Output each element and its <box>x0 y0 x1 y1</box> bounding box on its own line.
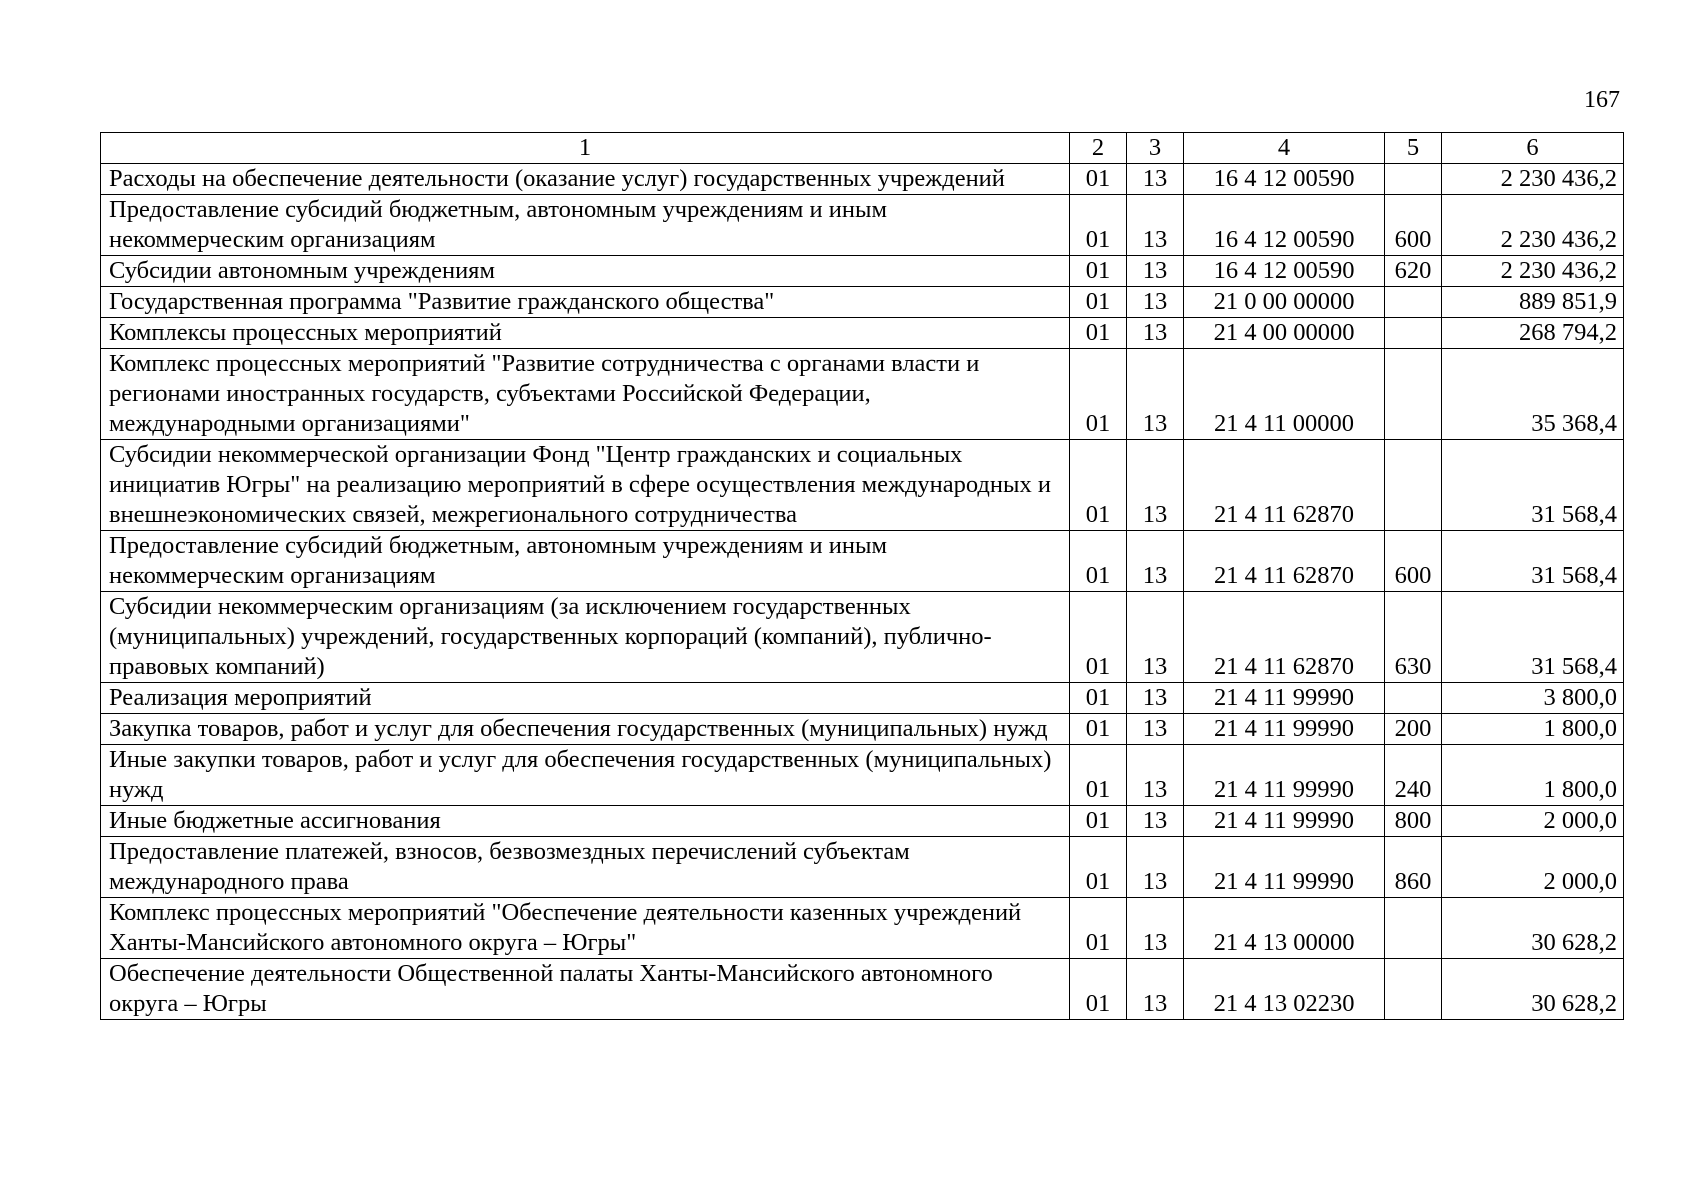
subsection-cell: 13 <box>1127 898 1184 959</box>
header-col-3: 3 <box>1127 133 1184 164</box>
expense-type-cell: 620 <box>1385 256 1442 287</box>
target-article-cell: 21 4 11 99990 <box>1184 806 1385 837</box>
section-cell: 01 <box>1070 349 1127 440</box>
target-article-cell: 21 4 11 99990 <box>1184 714 1385 745</box>
expense-type-cell <box>1385 164 1442 195</box>
subsection-cell: 13 <box>1127 318 1184 349</box>
table-row <box>101 806 1624 837</box>
amount-cell: 30 628,2 <box>1442 959 1624 1020</box>
subsection-cell: 13 <box>1127 440 1184 531</box>
section-cell: 01 <box>1070 195 1127 256</box>
section-cell: 01 <box>1070 837 1127 898</box>
section-cell: 01 <box>1070 592 1127 683</box>
table-row <box>101 349 1624 440</box>
section-cell: 01 <box>1070 287 1127 318</box>
row-name-cell: Предоставление субсидий бюджетным, автономным учреждениям и иным некоммерческим организациям <box>101 531 1070 592</box>
subsection-cell: 13 <box>1127 256 1184 287</box>
amount-cell: 31 568,4 <box>1442 531 1624 592</box>
target-article-cell: 21 0 00 00000 <box>1184 287 1385 318</box>
expense-type-cell: 200 <box>1385 714 1442 745</box>
header-col-5: 5 <box>1385 133 1442 164</box>
expense-type-cell <box>1385 349 1442 440</box>
expense-type-cell <box>1385 683 1442 714</box>
expense-type-cell: 860 <box>1385 837 1442 898</box>
row-name-cell: Предоставление платежей, взносов, безвозмездных перечислений субъектам международного права <box>101 837 1070 898</box>
target-article-cell: 21 4 13 00000 <box>1184 898 1385 959</box>
header-col-4: 4 <box>1184 133 1385 164</box>
amount-cell: 1 800,0 <box>1442 714 1624 745</box>
target-article-cell: 16 4 12 00590 <box>1184 195 1385 256</box>
amount-cell: 1 800,0 <box>1442 745 1624 806</box>
subsection-cell: 13 <box>1127 837 1184 898</box>
amount-cell: 889 851,9 <box>1442 287 1624 318</box>
subsection-cell: 13 <box>1127 714 1184 745</box>
row-name-cell: Комплекс процессных мероприятий "Развитие сотрудничества с органами власти и регионами иностранных государств, субъектами Российской Федерации, международными организациями" <box>101 349 1070 440</box>
row-name-cell: Обеспечение деятельности Общественной палаты Ханты-Мансийского автономного округа – Югры <box>101 959 1070 1020</box>
section-cell: 01 <box>1070 714 1127 745</box>
subsection-cell: 13 <box>1127 349 1184 440</box>
amount-cell: 35 368,4 <box>1442 349 1624 440</box>
table-row <box>101 714 1624 745</box>
row-name-cell: Субсидии некоммерческой организации Фонд "Центр гражданских и социальных инициатив Югры" на реализацию мероприятий в сфере осуществления международных и внешнеэкономических связей, межрегионального сотрудничества <box>101 440 1070 531</box>
row-name-cell: Комплексы процессных мероприятий <box>101 318 1070 349</box>
subsection-cell: 13 <box>1127 592 1184 683</box>
table-row <box>101 592 1624 683</box>
table-row <box>101 959 1624 1020</box>
amount-cell: 2 000,0 <box>1442 837 1624 898</box>
expense-type-cell <box>1385 959 1442 1020</box>
target-article-cell: 21 4 11 99990 <box>1184 837 1385 898</box>
subsection-cell: 13 <box>1127 959 1184 1020</box>
section-cell: 01 <box>1070 256 1127 287</box>
row-name-cell: Иные бюджетные ассигнования <box>101 806 1070 837</box>
section-cell: 01 <box>1070 745 1127 806</box>
row-name-cell: Предоставление субсидий бюджетным, автономным учреждениям и иным некоммерческим организациям <box>101 195 1070 256</box>
section-cell: 01 <box>1070 318 1127 349</box>
table-row <box>101 745 1624 806</box>
table-row <box>101 683 1624 714</box>
table-row <box>101 837 1624 898</box>
subsection-cell: 13 <box>1127 195 1184 256</box>
table-row <box>101 318 1624 349</box>
subsection-cell: 13 <box>1127 164 1184 195</box>
amount-cell: 3 800,0 <box>1442 683 1624 714</box>
table-row <box>101 898 1624 959</box>
target-article-cell: 21 4 11 62870 <box>1184 592 1385 683</box>
target-article-cell: 21 4 11 99990 <box>1184 683 1385 714</box>
amount-cell: 2 000,0 <box>1442 806 1624 837</box>
row-name-cell: Закупка товаров, работ и услуг для обеспечения государственных (муниципальных) нужд <box>101 714 1070 745</box>
subsection-cell: 13 <box>1127 745 1184 806</box>
subsection-cell: 13 <box>1127 806 1184 837</box>
expense-type-cell <box>1385 287 1442 318</box>
table-row <box>101 440 1624 531</box>
section-cell: 01 <box>1070 898 1127 959</box>
header-col-6: 6 <box>1442 133 1624 164</box>
row-name-cell: Расходы на обеспечение деятельности (оказание услуг) государственных учреждений <box>101 164 1070 195</box>
target-article-cell: 21 4 11 99990 <box>1184 745 1385 806</box>
expense-type-cell: 800 <box>1385 806 1442 837</box>
subsection-cell: 13 <box>1127 287 1184 318</box>
table-row <box>101 256 1624 287</box>
row-name-cell: Субсидии автономным учреждениям <box>101 256 1070 287</box>
section-cell: 01 <box>1070 440 1127 531</box>
section-cell: 01 <box>1070 806 1127 837</box>
row-name-cell: Реализация мероприятий <box>101 683 1070 714</box>
expense-type-cell <box>1385 318 1442 349</box>
table-row <box>101 531 1624 592</box>
row-name-cell: Комплекс процессных мероприятий "Обеспечение деятельности казенных учреждений Ханты-Мансийского автономного округа – Югры" <box>101 898 1070 959</box>
section-cell: 01 <box>1070 164 1127 195</box>
target-article-cell: 21 4 11 62870 <box>1184 440 1385 531</box>
subsection-cell: 13 <box>1127 531 1184 592</box>
target-article-cell: 16 4 12 00590 <box>1184 256 1385 287</box>
row-name-cell: Государственная программа "Развитие гражданского общества" <box>101 287 1070 318</box>
header-col-2: 2 <box>1070 133 1127 164</box>
expense-type-cell <box>1385 440 1442 531</box>
page-number: 167 <box>1584 87 1620 113</box>
target-article-cell: 16 4 12 00590 <box>1184 164 1385 195</box>
target-article-cell: 21 4 00 00000 <box>1184 318 1385 349</box>
target-article-cell: 21 4 11 62870 <box>1184 531 1385 592</box>
table-header <box>101 133 1624 164</box>
target-article-cell: 21 4 11 00000 <box>1184 349 1385 440</box>
section-cell: 01 <box>1070 683 1127 714</box>
header-row <box>101 133 1624 164</box>
row-name-cell: Субсидии некоммерческим организациям (за исключением государственных (муниципальных) учреждений, государственных корпораций (компаний), публично-правовых компаний) <box>101 592 1070 683</box>
subsection-cell: 13 <box>1127 683 1184 714</box>
target-article-cell: 21 4 13 02230 <box>1184 959 1385 1020</box>
expense-type-cell: 600 <box>1385 531 1442 592</box>
expense-type-cell <box>1385 898 1442 959</box>
amount-cell: 31 568,4 <box>1442 592 1624 683</box>
expense-type-cell: 600 <box>1385 195 1442 256</box>
expense-type-cell: 630 <box>1385 592 1442 683</box>
amount-cell: 31 568,4 <box>1442 440 1624 531</box>
table-row <box>101 195 1624 256</box>
expense-type-cell: 240 <box>1385 745 1442 806</box>
table-row <box>101 164 1624 195</box>
budget-table <box>100 132 1624 1020</box>
section-cell: 01 <box>1070 959 1127 1020</box>
amount-cell: 2 230 436,2 <box>1442 195 1624 256</box>
table-row <box>101 287 1624 318</box>
section-cell: 01 <box>1070 531 1127 592</box>
amount-cell: 2 230 436,2 <box>1442 164 1624 195</box>
amount-cell: 30 628,2 <box>1442 898 1624 959</box>
header-col-1: 1 <box>101 133 1070 164</box>
row-name-cell: Иные закупки товаров, работ и услуг для обеспечения государственных (муниципальных) нужд <box>101 745 1070 806</box>
amount-cell: 268 794,2 <box>1442 318 1624 349</box>
table-body <box>101 164 1624 1020</box>
amount-cell: 2 230 436,2 <box>1442 256 1624 287</box>
